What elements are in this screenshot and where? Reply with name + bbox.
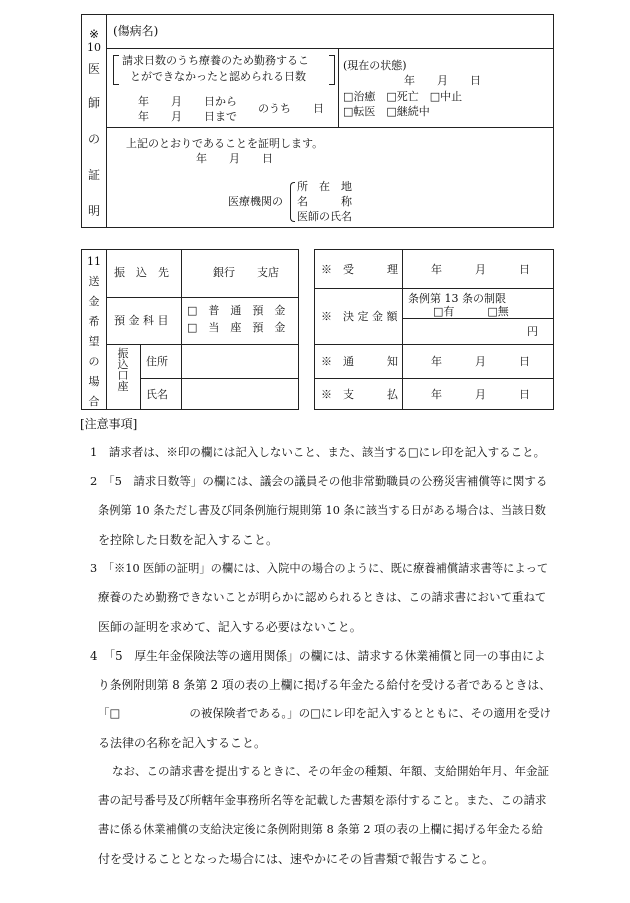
divider: [106, 297, 299, 298]
payment-date: 年 月 日: [431, 388, 530, 401]
to-date: 年 月 日まで: [138, 110, 237, 123]
bracket-right: [329, 55, 335, 85]
days-text-1: 請求日数のうち療養のため勤務するこ: [122, 54, 309, 67]
v-char: 送: [88, 275, 100, 288]
deposit-type-label: 預 金 科 目: [114, 314, 169, 327]
status-date: 年 月 日: [404, 74, 481, 87]
note-line: 医師の証明を求めて、記入する必要はないこと。: [98, 620, 362, 634]
days-text-2: とができなかったと認められる日数: [130, 70, 306, 83]
divider: [181, 249, 182, 410]
status-row-2[interactable]: □転医 □継続中: [343, 105, 430, 118]
deposit-current[interactable]: □ 当 座 預 金: [187, 321, 286, 334]
divider: [106, 48, 554, 49]
note-line: 4 「5 厚生年金保険法等の適用関係」の欄には、請求する休業補償と同一の事由によ: [90, 649, 546, 663]
received-date: 年 月 日: [431, 263, 530, 276]
divider: [314, 288, 554, 289]
from-date: 年 月 日から: [138, 95, 237, 108]
notice-label: ※ 通 知: [321, 355, 398, 368]
institution-address: 所 在 地: [297, 180, 352, 193]
v-char: 合: [88, 395, 100, 408]
marker: ※: [88, 27, 100, 41]
address-label: 住所: [146, 355, 168, 368]
v-char: 込: [117, 358, 129, 371]
note-line: 書の記号番号及び所轄年金事務所名等を記載した書類を添付すること。また、この請求: [98, 793, 547, 807]
v-char: 口: [117, 369, 129, 382]
note-line: 条例第 10 条ただし書及び同条例施行規則第 10 条に該当する日がある場合は、当該日数: [98, 504, 546, 517]
account-label: [106, 348, 140, 392]
v-char: 証: [87, 168, 100, 182]
note-line: 療養のため勤務できないことが明らかに認められるときは、この請求書において重ねて: [98, 590, 547, 604]
v-char: 場: [88, 375, 100, 388]
bracket-left: [113, 55, 119, 85]
rule-options: □有 □無: [433, 305, 509, 318]
divider: [106, 14, 107, 228]
institution-label: 医療機関の: [228, 195, 283, 208]
divider: [106, 127, 554, 128]
days-among: のうち 日: [258, 102, 324, 115]
divider: [402, 249, 403, 410]
doctor-name: 医師の氏名: [297, 210, 352, 223]
divider: [338, 48, 339, 127]
v-char: 明: [87, 204, 100, 218]
v-char: 師: [87, 96, 100, 110]
v-char: 希: [88, 315, 100, 328]
divider: [314, 344, 554, 345]
institution-name: 名 称: [297, 195, 352, 208]
notice-date: 年 月 日: [431, 355, 530, 368]
notes-title: [注意事項]: [80, 417, 138, 431]
received-label: ※ 受 理: [321, 263, 398, 276]
yen-unit: 円: [527, 325, 538, 338]
v-char: 金: [88, 295, 100, 308]
divider: [140, 344, 141, 410]
injury-label: (傷病名): [113, 24, 159, 38]
note-line: 1 請求者は、※印の欄には記入しないこと、また、該当する□にレ印を記入すること。: [90, 445, 546, 459]
note-line: り条例附則第 8 条第 2 項の表の上欄に掲げる年金たる給付を受ける者であるときは、: [98, 678, 551, 692]
status-row-1[interactable]: □治癒 □死亡 □中止: [343, 90, 463, 103]
transfer-to-label: 振 込 先: [114, 266, 169, 279]
v-char: 望: [88, 335, 100, 348]
note-line: 2 「5 請求日数等」の欄には、議会の議員その他非常勤職員の公務災害補償等に関する: [90, 474, 548, 488]
v-char: 座: [117, 380, 129, 393]
note-line: を控除した日数を記入すること。: [98, 533, 279, 547]
section-11-label: [82, 256, 106, 407]
v-char: の: [88, 355, 100, 368]
note-line: 書に係る休業補償の支給決定後に条例附則第 8 条第 2 項の表の上欄に掲げる年金たる給: [98, 823, 543, 836]
note-line: なお、この請求書を提出するときに、その年金の種類、年額、支給開始年月、年金証: [112, 764, 549, 778]
payment-label: ※ 支 払: [321, 388, 398, 401]
decision-label: ※ 決 定 金 額: [321, 310, 398, 323]
note-line: る法律の名称を記入すること。: [98, 736, 267, 750]
divider: [140, 378, 299, 379]
note-line: 付を受けることとなった場合には、速やかにその旨書類で報告すること。: [98, 852, 495, 866]
bank-branch[interactable]: 銀行 支店: [213, 266, 279, 279]
section-number: 10: [87, 41, 101, 54]
brace-icon: [290, 182, 295, 222]
status-label: (現在の状態): [343, 59, 407, 72]
divider: [314, 378, 554, 379]
section-number: 11: [87, 255, 101, 268]
certify-text: 上記のとおりであることを証明します。: [126, 137, 324, 150]
rule-text: 条例第 13 条の制限: [408, 292, 506, 305]
v-char: の: [87, 132, 100, 146]
name-label: 氏名: [146, 388, 168, 401]
divider: [106, 344, 299, 345]
v-char: 医: [87, 62, 100, 76]
note-line: 「□ の被保険者である。」の□にレ印を記入するとともに、その適用を受け: [98, 706, 551, 720]
note-line: 3 「※10 医師の証明」の欄には、入院中の場合のように、既に療養補償請求書等によって: [90, 562, 549, 575]
section-10-label: [82, 28, 106, 217]
certify-date: 年 月 日: [196, 152, 273, 165]
deposit-ordinary[interactable]: □ 普 通 預 金: [187, 304, 286, 317]
v-char: 振: [117, 347, 129, 360]
